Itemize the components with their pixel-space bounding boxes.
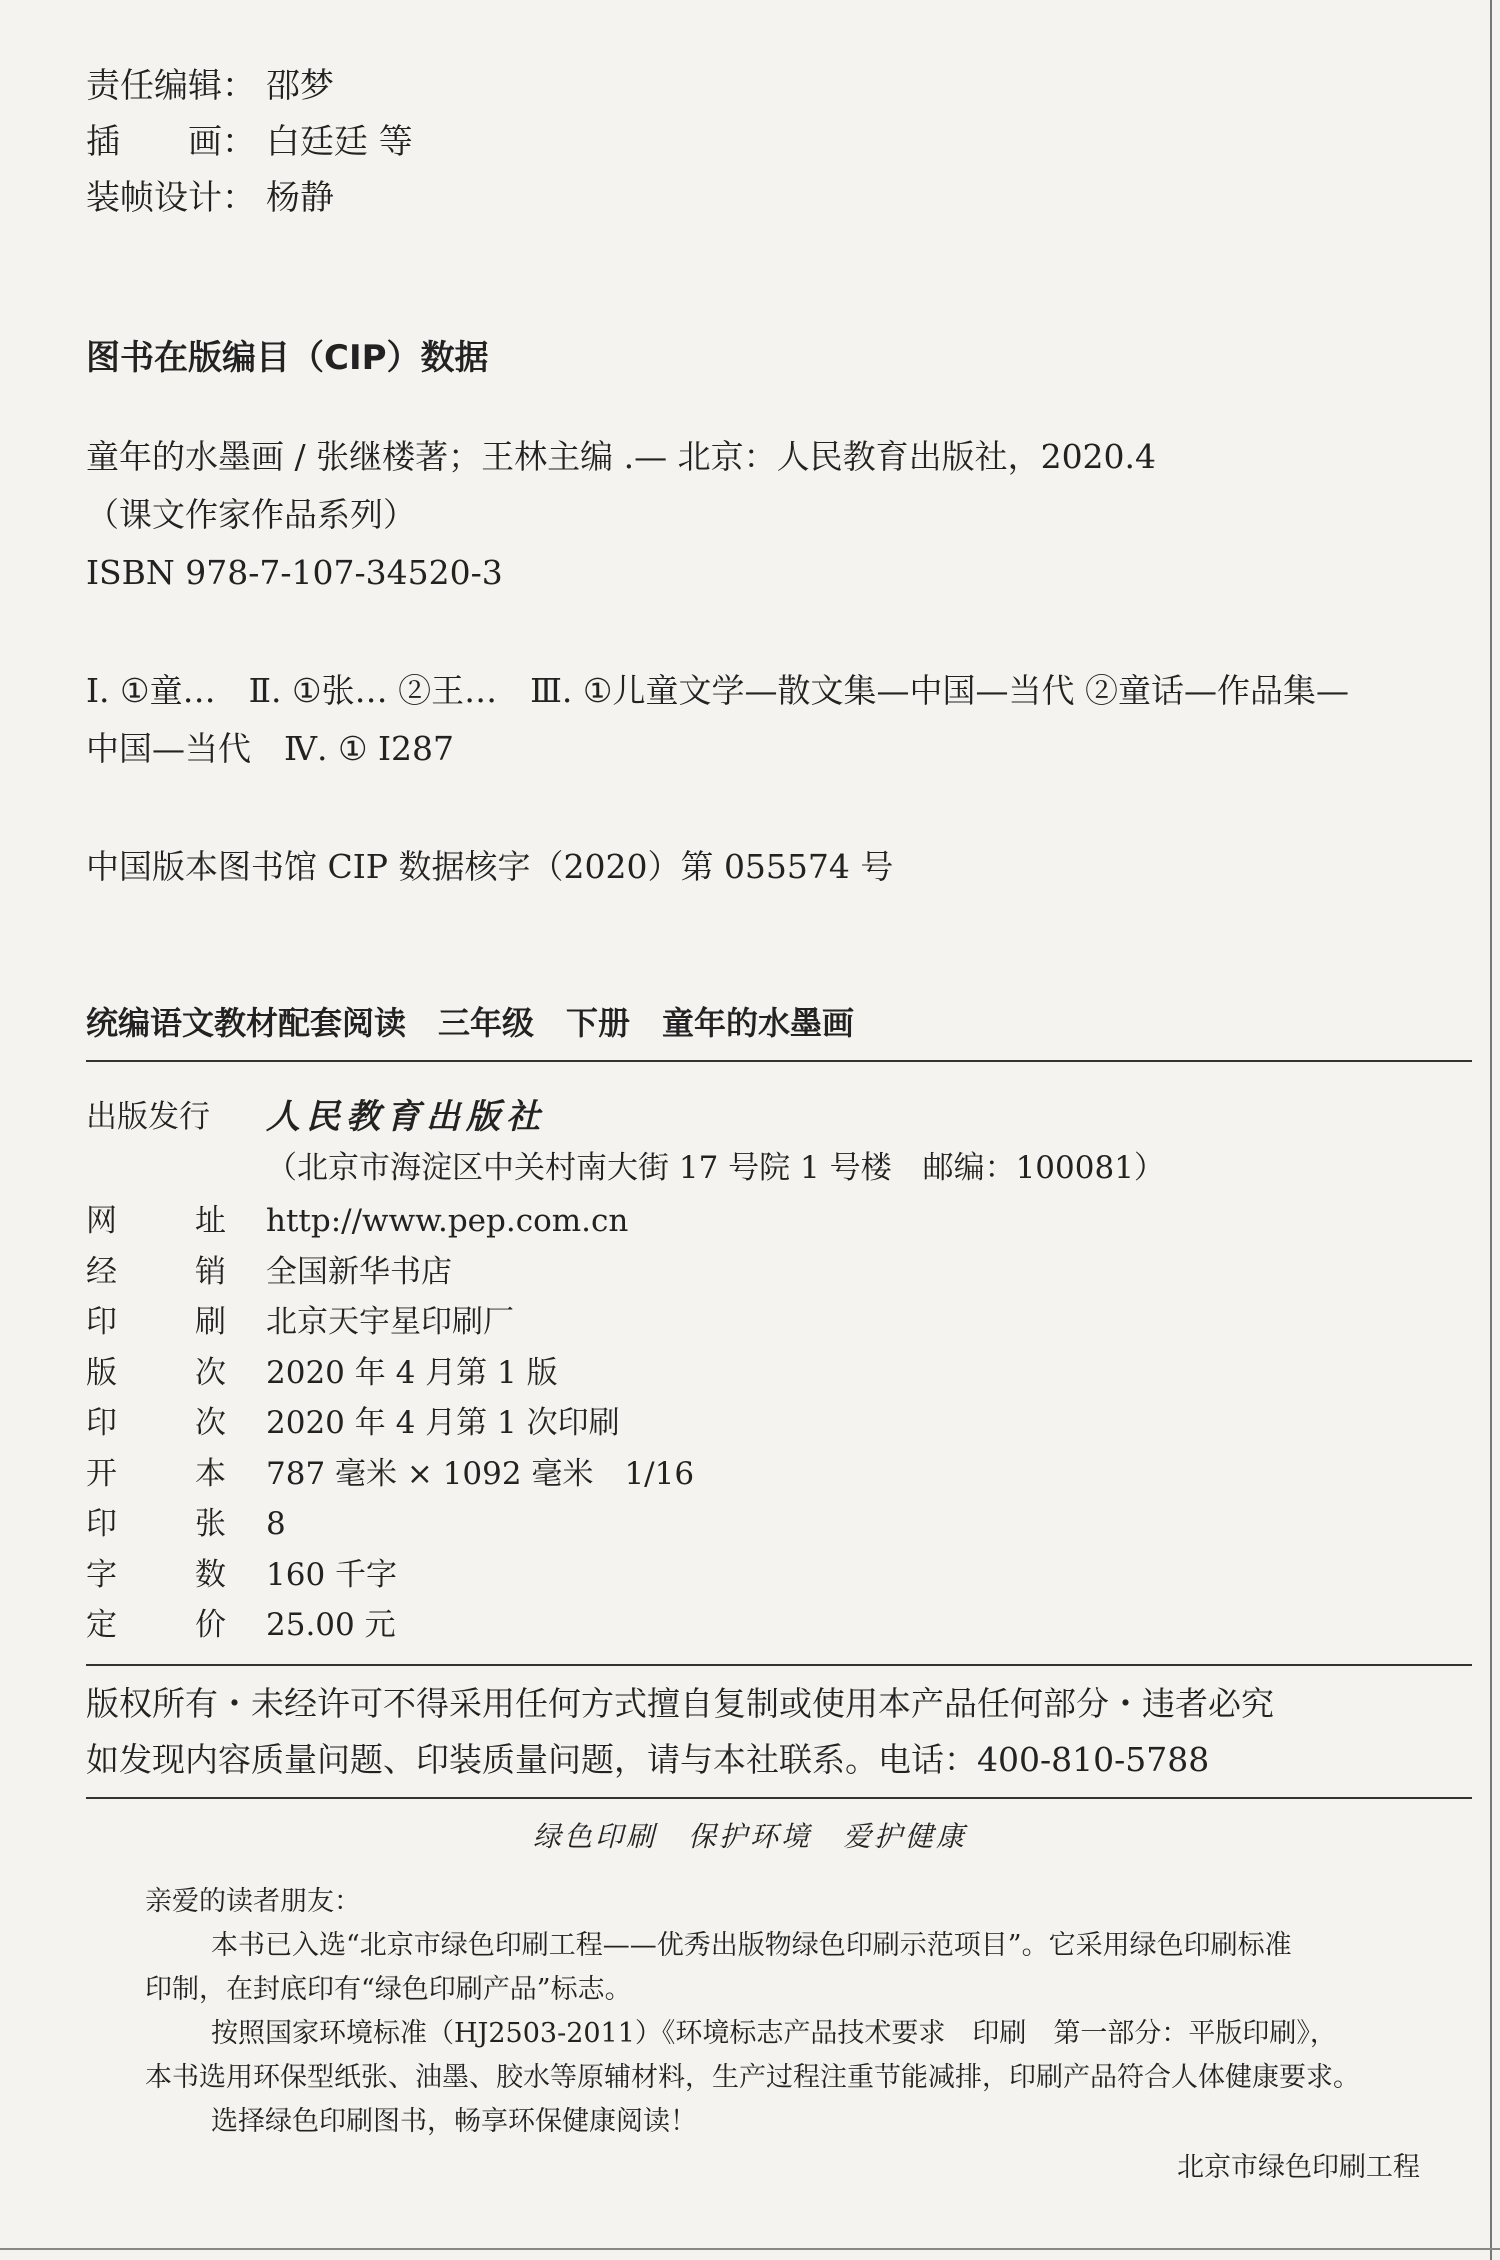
detail-label: 版 次 <box>86 1354 226 1391</box>
detail-value: 160 千字 <box>266 1556 398 1593</box>
notice-p2b: 本书选用环保型纸张、油墨、胶水等原辅材料，生产过程注重节能减排，印刷产品符合人体健康要求。 <box>145 2062 1360 2093</box>
cip-class-line2: 中国—当代 Ⅳ. ① I287 <box>86 729 455 768</box>
detail-label: 开 本 <box>86 1455 226 1492</box>
detail-value: http://www.pep.com.cn <box>266 1203 629 1239</box>
detail-label: 印 张 <box>86 1506 226 1542</box>
publisher-address-row <box>86 1143 1472 1194</box>
credits-block <box>86 58 413 226</box>
detail-row <box>86 1499 1472 1550</box>
detail-row <box>86 1449 1472 1500</box>
cip-line-title: 童年的水墨画 / 张继楼著；王林主编 .— 北京：人民教育出版社，2020.4 <box>86 437 1157 476</box>
green-notice <box>145 1880 1445 2144</box>
detail-value: 25.00 元 <box>266 1607 396 1643</box>
credit-row-illustration: 插 画： 白廷廷 等 <box>86 122 413 162</box>
divider <box>86 1797 1472 1799</box>
cip-verify: 中国版本图书馆 CIP 数据核字（2020）第 055574 号 <box>86 847 894 886</box>
detail-value: 2020 年 4 月第 1 版 <box>266 1354 558 1391</box>
detail-label: 印 刷 <box>86 1304 226 1340</box>
detail-value: 2020 年 4 月第 1 次印刷 <box>266 1405 620 1441</box>
detail-label: 定 价 <box>86 1607 226 1643</box>
credit-row-design: 装帧设计： 杨静 <box>86 178 334 218</box>
details-list <box>86 1196 1472 1651</box>
detail-label: 印 次 <box>86 1405 226 1441</box>
publisher-address: （北京市海淀区中关村南大街 17 号院 1 号楼 邮编：100081） <box>266 1149 1165 1186</box>
cip-line-isbn: ISBN 978-7-107-34520-3 <box>86 553 503 592</box>
publisher-block <box>86 1092 1472 1193</box>
page-edge-right <box>1490 0 1492 2260</box>
divider <box>86 1060 1472 1062</box>
detail-label: 网 址 <box>86 1203 226 1239</box>
detail-value: 787 毫米 × 1092 毫米 1/16 <box>266 1455 695 1492</box>
cip-class-line1: Ⅰ. ①童… Ⅱ. ①张… ②王… Ⅲ. ①儿童文学—散文集—中国—当代 ②童话—作品集— <box>86 671 1349 710</box>
detail-value: 全国新华书店 <box>266 1253 452 1290</box>
rights-line1: 版权所有・未经许可不得采用任何方式擅自复制或使用本产品任何部分・违者必究 <box>86 1684 1274 1723</box>
cip-line-series: （课文作家作品系列） <box>86 495 416 534</box>
greeting: 亲爱的读者朋友： <box>145 1886 361 1917</box>
cip-title: 图书在版编目（CIP）数据 <box>86 338 489 378</box>
detail-row <box>86 1247 1472 1298</box>
page-edge-bottom <box>0 2248 1500 2250</box>
detail-value: 8 <box>266 1506 286 1542</box>
cip-classification <box>86 662 1486 778</box>
detail-label: 字 数 <box>86 1556 226 1593</box>
series-title: 统编语文教材配套阅读 三年级 下册 童年的水墨画 <box>86 1004 855 1042</box>
detail-row <box>86 1398 1472 1449</box>
notice-p3: 选择绿色印刷图书，畅享环保健康阅读！ <box>211 2106 697 2137</box>
notice-signature: 北京市绿色印刷工程 <box>1177 2152 1420 2183</box>
publisher-logo-text: 人民教育出版社 <box>266 1097 546 1137</box>
publisher-label: 出版发行 <box>86 1099 210 1135</box>
detail-row <box>86 1550 1472 1601</box>
detail-label: 经 销 <box>86 1253 226 1290</box>
detail-row <box>86 1600 1472 1651</box>
green-slogan: 绿色印刷 保护环境 爱护健康 <box>532 1820 967 1853</box>
detail-row <box>86 1196 1472 1247</box>
rights-line2: 如发现内容质量问题、印装质量问题，请与本社联系。电话：400-810-5788 <box>86 1740 1210 1779</box>
notice-p1a: 本书已入选“北京市绿色印刷工程——优秀出版物绿色印刷示范项目”。它采用绿色印刷标准 <box>211 1930 1292 1961</box>
notice-p1b: 印制，在封底印有“绿色印刷产品”标志。 <box>145 1974 632 2005</box>
credit-row-editor: 责任编辑： 邵梦 <box>86 66 334 106</box>
rights-block <box>86 1676 1274 1788</box>
publisher-row <box>86 1092 1472 1143</box>
notice-p2a: 按照国家环境标准（HJ2503-2011）《环境标志产品技术要求 印刷 第一部分：平版印刷》， <box>211 2018 1337 2049</box>
detail-row <box>86 1297 1472 1348</box>
detail-row <box>86 1348 1472 1399</box>
divider <box>86 1664 1472 1666</box>
detail-value: 北京天宇星印刷厂 <box>266 1304 514 1340</box>
cip-record <box>86 428 1486 602</box>
